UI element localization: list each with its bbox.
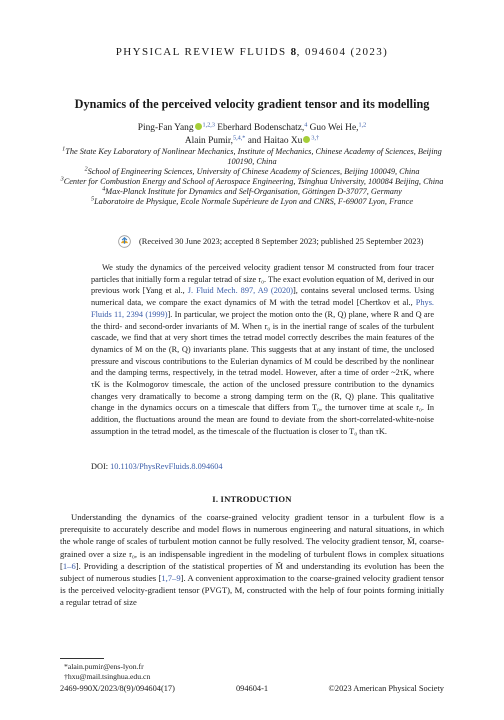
abstract-text: We study the dynamics of the perceived velocity gradient tensor M constructed from four tracer particles that initially form a regular tetrad of size r₀. The exact evolution equation of M, derived in our previous work [Yang et al., [91, 263, 434, 296]
footnote-rule [60, 658, 104, 659]
journal-volume: 8 [290, 46, 297, 58]
footnotes [64, 662, 150, 681]
orcid-icon[interactable] [303, 136, 310, 143]
affiliation-list [58, 147, 446, 208]
affiliation-number: 5 [90, 195, 95, 203]
reference-link[interactable]: Phys. Fluids 11, 2394 (1999) [91, 298, 434, 319]
article-number: , 094604 (2023) [296, 46, 389, 58]
affiliation-text: Max-Planck Institute for Dynamics and Self-Organisation, Göttingen D-37077, Germany [105, 187, 402, 197]
footnote-email[interactable]: *alain.pumir@ens-lyon.fr [64, 662, 144, 671]
reference-link[interactable]: J. Fluid Mech. 897, A9 (2020) [187, 286, 294, 296]
received-text: (Received 30 June 2023; accepted 8 September 2023; published 25 September 2023) [139, 237, 424, 246]
affiliation-number: 3 [60, 175, 64, 183]
affiliation-text: School of Engineering Sciences, University of Chinese Academy of Sciences, Beijing 100049, China [87, 167, 420, 177]
doi-label: DOI: [91, 462, 111, 471]
citation-link[interactable]: 1,7–9 [161, 573, 181, 584]
body-text-run: ]. A convenient approximation to the coarse-grained velocity gradient tensor is the perceived velocity-gradient tensor (PVGT), M, constructed with the help of four points forming initially a regular tetrad of size [60, 573, 444, 608]
introduction-text [60, 511, 444, 609]
affiliation-text: Laboratoire de Physique, Ecole Normale Supérieure de Lyon and CNRS, F-69007 Lyon, France [94, 197, 414, 207]
footnote-email[interactable]: †hxu@mail.tsinghua.edu.cn [64, 671, 151, 681]
body-text-run: ]. Providing a description of the statistical properties of M̃ and understanding its evolution has been the subject of numerous studies [ [60, 560, 444, 584]
abstract-paragraph [91, 262, 434, 438]
affiliation-item [58, 167, 446, 177]
author-name: Guo Wei He, [307, 123, 359, 133]
affiliation-item [58, 177, 446, 187]
footer-issn: 2469-990X/2023/8(9)/094604(17) [60, 684, 175, 693]
affiliation-item [58, 187, 446, 197]
author-affil-sup[interactable]: 4 [304, 121, 308, 129]
affiliation-number: 1 [62, 145, 66, 153]
doi-line [91, 462, 223, 471]
abstract [91, 262, 434, 438]
body-paragraph [60, 511, 444, 609]
orcid-icon[interactable] [195, 123, 202, 130]
affiliation-text: The State Key Laboratory of Nonlinear Mechanics, Institute of Mechanics, Chinese Academy of Sciences, Beijing 100190, China [65, 147, 442, 167]
author-name: Eberhard Bodenschatz, [214, 123, 305, 133]
affiliation-number: 4 [102, 185, 106, 193]
affiliation-text: Center for Combustion Energy and School of Aerospace Engineering, Tsinghua University, 100084 Beijing, China [63, 177, 444, 187]
section-heading: I. INTRODUCTION [212, 494, 292, 504]
footer-page-number: 094604-1 [235, 684, 269, 693]
author-name: Ping-Fan Yang [137, 123, 194, 133]
running-head [0, 46, 504, 58]
body-text-run: Understanding the dynamics of the coarse-grained velocity gradient tensor in a turbulent flow is a prerequisite to accurately describe and model flows in numerous engineering and natural situations, in which the whole range of scales of turbulent motion cannot be fully resolved. The velocity gradient tensor, M̃, coarse-grained over a size r₀, is an indispensable ingredient in the modeling of turbulent flows in complex situations [ [60, 512, 444, 571]
affiliation-number: 2 [84, 165, 88, 173]
author-name: Alain Pumir, [184, 135, 233, 146]
check-for-updates-icon[interactable] [118, 235, 131, 248]
citation-link[interactable]: 1–6 [62, 560, 76, 571]
paper-title: Dynamics of the perceived velocity gradient tensor and its modelling [74, 97, 430, 111]
affiliation-item [58, 147, 446, 167]
doi-link[interactable]: 10.1103/PhysRevFluids.8.094604 [110, 462, 223, 471]
author-affil-sup[interactable]: 1,2,3 [202, 121, 215, 129]
author-affil-sup[interactable]: 3,† [311, 134, 320, 141]
abstract-text: ], contains several unclosed terms. Using numerical data, we compare the exact dynamics of M with the tetrad model [Chertkov et al., [91, 286, 434, 308]
footer-copyright: ©2023 American Physical Society [328, 684, 444, 693]
author-name: and Haitao Xu [245, 135, 303, 146]
author-affil-sup[interactable]: 1,2 [358, 121, 367, 129]
abstract-text: ]. In particular, we project the motion onto the (R, Q) plane, where R and Q are the third- and second-order invariants of M. When r₀ is in the inertial range of scales of the turbulent cascade, we find that at very short times the tetrad model correctly describes the main features of the dynamics of M on the (R, Q) invariants plane. This suggests that at any instant of time, the unclosed pressure and viscous contributions to the Eulerian dynamics of M could be described by the nonlinear and the damping terms, respectively, in the tetrad model. However, after a time of order ~2τK, where τK is the Kolmogorov timescale, the action of the unclosed pressure contribution to the dynamics changes very dramatically to become a strong damping term on the (R, Q) plane. This qualitative change in the dynamics occurs on a timescale that differs from T₀, the turnover time at scale r₀. In addition, the fluctuations around the mean are found to deviate from the short-correlated-white-noise assumption in the tetrad model, as the timescale of the fluctuation is closer to T₀ than τK. [91, 309, 435, 436]
journal-name: PHYSICAL REVIEW FLUIDS [115, 46, 287, 58]
author-list [60, 122, 444, 147]
affiliation-item [58, 197, 446, 207]
author-affil-sup[interactable]: 5,4,* [232, 134, 246, 141]
